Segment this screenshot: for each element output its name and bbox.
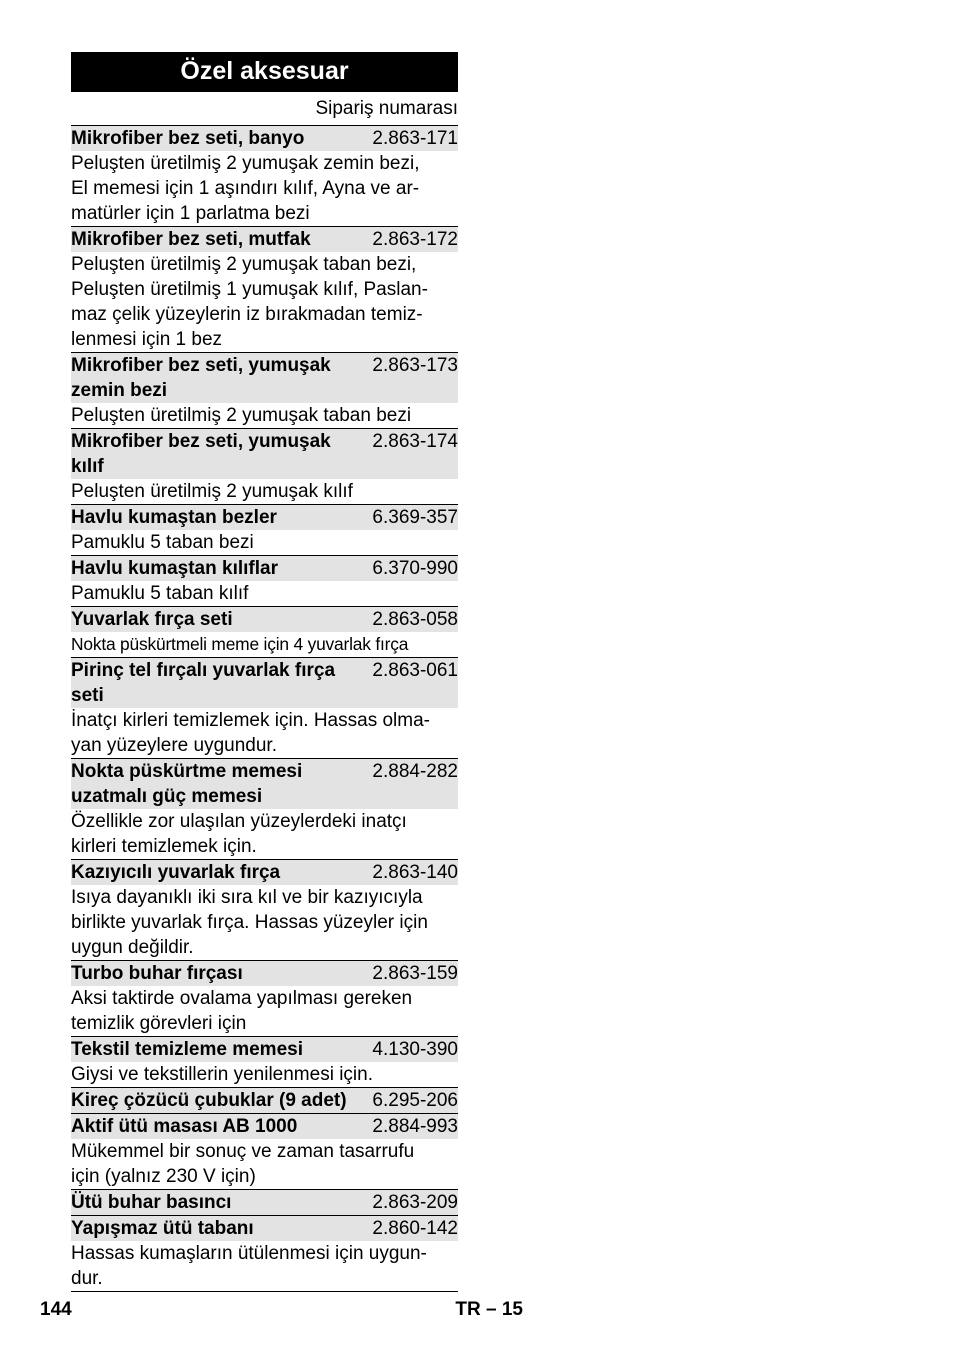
accessory-name: Kireç çözücü çubuklar (9 adet) [71, 1090, 347, 1111]
accessory-name: Mikrofiber bez seti, banyo [71, 128, 305, 149]
accessory-item [71, 759, 458, 860]
accessory-name: Mikrofiber bez seti, mutfak [71, 229, 311, 250]
accessory-name: Pirinç tel fırçalı yuvarlak fırça seti [71, 660, 336, 706]
accessory-header [71, 607, 458, 632]
accessory-item [71, 860, 458, 961]
accessory-name: Turbo buhar fırçası [71, 963, 243, 984]
order-number: 2.863-174 [372, 431, 458, 452]
order-number: 6.369-357 [372, 507, 458, 528]
accessory-header [71, 227, 458, 252]
accessory-list [71, 126, 458, 1292]
order-number: 2.863-061 [372, 660, 458, 681]
order-number: 2.863-058 [372, 609, 458, 630]
page-footer [40, 1297, 523, 1323]
accessory-header [71, 126, 458, 151]
accessory-item [71, 1190, 458, 1216]
order-number: 4.130-390 [372, 1039, 458, 1060]
accessory-item [71, 353, 458, 429]
accessory-item [71, 658, 458, 759]
accessory-description: Peluşten üretilmiş 2 yumuşak kılıf [71, 481, 353, 502]
accessory-name: Yuvarlak fırça seti [71, 609, 233, 630]
accessory-item [71, 227, 458, 353]
accessories-section [71, 52, 458, 1292]
accessory-item [71, 429, 458, 505]
accessory-name: Tekstil temizleme memesi [71, 1039, 303, 1060]
order-number: 2.863-159 [372, 963, 458, 984]
accessory-description: Peluşten üretilmiş 2 yumuşak taban bezi, Peluşten üretilmiş 1 yumuşak kılıf, Paslan- maz çelik yüzeylerin iz bırakmadan temiz- lenmesi için 1 bez [71, 254, 428, 350]
accessory-description: Nokta püskürtmeli meme için 4 yuvarlak fırça [71, 634, 409, 654]
order-number: 2.884-282 [372, 761, 458, 782]
order-number: 6.295-206 [372, 1090, 458, 1111]
accessory-description: İnatçı kirleri temizlemek için. Hassas olma- yan yüzeylere uygundur. [71, 710, 430, 756]
accessory-item [71, 1216, 458, 1292]
accessory-name: Ütü buhar basıncı [71, 1192, 232, 1213]
accessory-description: Giysi ve tekstillerin yenilenmesi için. [71, 1064, 373, 1085]
accessory-description: Peluşten üretilmiş 2 yumuşak taban bezi [71, 405, 412, 426]
accessory-header [71, 1190, 458, 1215]
accessory-name: Havlu kumaştan kılıflar [71, 558, 278, 579]
accessory-name: Yapışmaz ütü tabanı [71, 1218, 254, 1239]
section-title: Özel aksesuar [71, 52, 458, 92]
order-number: 2.884-993 [372, 1116, 458, 1137]
accessory-header [71, 1114, 458, 1139]
accessory-header [71, 556, 458, 581]
order-number: 2.863-171 [372, 128, 458, 149]
accessory-description: Hassas kumaşların ütülenmesi için uygun- dur. [71, 1243, 427, 1289]
accessory-description: Aksi taktirde ovalama yapılması gereken temizlik görevleri için [71, 988, 413, 1034]
accessory-item [71, 1088, 458, 1114]
order-number: 2.860-142 [372, 1218, 458, 1239]
accessory-item [71, 961, 458, 1037]
accessory-header [71, 1037, 458, 1062]
accessory-name: Nokta püskürtme memesi uzatmalı güç memesi [71, 761, 303, 807]
accessory-name: Kazıyıcılı yuvarlak fırça [71, 862, 281, 883]
accessory-description: Özellikle zor ulaşılan yüzeylerdeki inatçı kirleri temizlemek için. [71, 811, 407, 857]
order-number: 6.370-990 [372, 558, 458, 579]
accessory-item [71, 1114, 458, 1190]
accessory-item [71, 126, 458, 227]
accessory-header [71, 1216, 458, 1241]
accessory-item [71, 505, 458, 556]
order-number: 2.863-172 [372, 229, 458, 250]
accessory-header [71, 961, 458, 986]
order-number: 2.863-173 [372, 355, 458, 376]
order-number-column-header: Sipariş numarası [71, 92, 458, 126]
accessory-description: Pamuklu 5 taban kılıf [71, 583, 249, 604]
accessory-item [71, 556, 458, 607]
order-number: 2.863-140 [372, 862, 458, 883]
accessory-item [71, 1037, 458, 1088]
accessory-header [71, 429, 458, 479]
accessory-name: Havlu kumaştan bezler [71, 507, 277, 528]
accessory-description: Isıya dayanıklı iki sıra kıl ve bir kazıyıcıyla birlikte yuvarlak fırça. Hassas yüzeyler için uygun değildir. [71, 887, 428, 958]
accessory-description: Pamuklu 5 taban bezi [71, 532, 254, 553]
accessory-header [71, 658, 458, 708]
order-number: 2.863-209 [372, 1192, 458, 1213]
accessory-header [71, 860, 458, 885]
accessory-header [71, 1088, 458, 1113]
accessory-header [71, 759, 458, 809]
accessory-name: Aktif ütü masası AB 1000 [71, 1116, 298, 1137]
accessory-name: Mikrofiber bez seti, yumuşak kılıf [71, 431, 331, 477]
language-section-label: TR – 15 [455, 1299, 523, 1320]
accessory-item [71, 607, 458, 658]
accessory-header [71, 353, 458, 403]
accessory-name: Mikrofiber bez seti, yumuşak zemin bezi [71, 355, 331, 401]
accessory-description: Mükemmel bir sonuç ve zaman tasarrufu için (yalnız 230 V için) [71, 1141, 415, 1187]
page-number: 144 [40, 1299, 72, 1320]
accessory-header [71, 505, 458, 530]
accessory-description: Peluşten üretilmiş 2 yumuşak zemin bezi, El memesi için 1 aşındırı kılıf, Ayna ve ar- matürler için 1 parlatma bezi [71, 153, 420, 224]
